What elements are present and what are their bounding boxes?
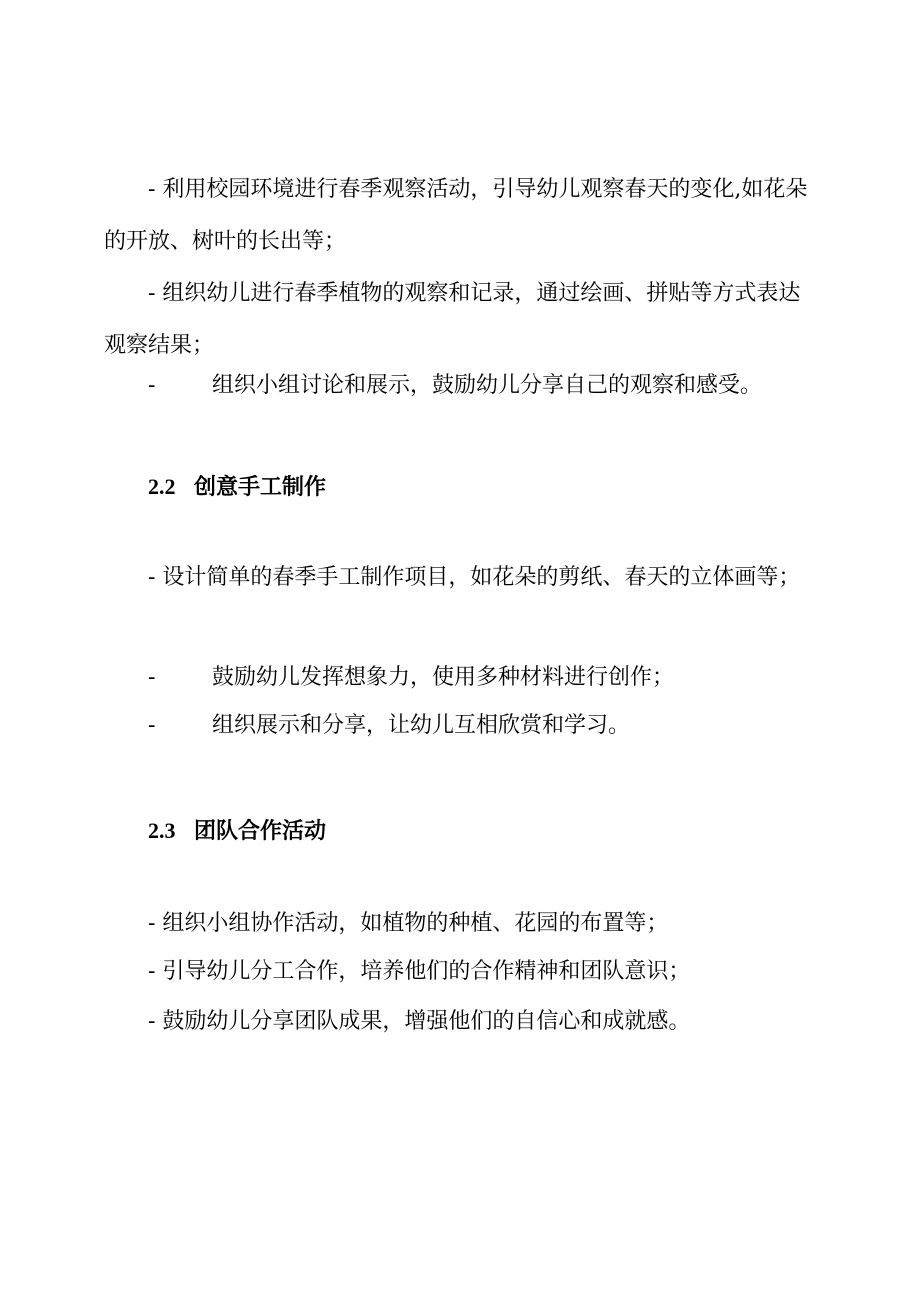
bullet-dash: - — [148, 713, 156, 738]
section-heading-2-3 — [148, 816, 326, 846]
observation-item-3 — [148, 360, 762, 412]
craft-item-3 — [148, 700, 630, 752]
bullet-dash: - — [148, 665, 156, 690]
craft-item-1: - 设计简单的春季手工制作项目，如花朵的剪纸、春天的立体画等； — [148, 565, 801, 590]
craft-item-2 — [148, 652, 674, 704]
section-title: 创意手工制作 — [194, 474, 327, 500]
section-heading-2-2 — [148, 472, 326, 502]
section-number: 2.2 — [148, 474, 176, 499]
teamwork-item-3: - 鼓励幼儿分享团队成果，增强他们的自信心和成就感。 — [148, 1009, 691, 1034]
observation-item-3-text: 组织小组讨论和展示，鼓励幼儿分享自己的观察和感受。 — [212, 373, 763, 398]
bullet-dash: - — [148, 373, 156, 398]
teamwork-item-1: - 组织小组协作活动，如植物的种植、花园的布置等； — [148, 911, 669, 936]
section-title: 团队合作活动 — [194, 818, 327, 844]
observation-item-1: - 利用校园环境进行春季观察活动，引导幼儿观察春天的变化,如花朵的开放、树叶的长出等； — [104, 177, 808, 254]
craft-item-3-text: 组织展示和分享，让幼儿互相欣赏和学习。 — [212, 713, 631, 738]
teamwork-item-2: - 引导幼儿分工合作，培养他们的合作精神和团队意识； — [148, 959, 691, 984]
craft-item-2-text: 鼓励幼儿发挥想象力，使用多种材料进行创作； — [212, 665, 675, 690]
section-number: 2.3 — [148, 818, 176, 843]
observation-item-2: - 组织幼儿进行春季植物的观察和记录，通过绘画、拼贴等方式表达观察结果； — [104, 281, 801, 358]
